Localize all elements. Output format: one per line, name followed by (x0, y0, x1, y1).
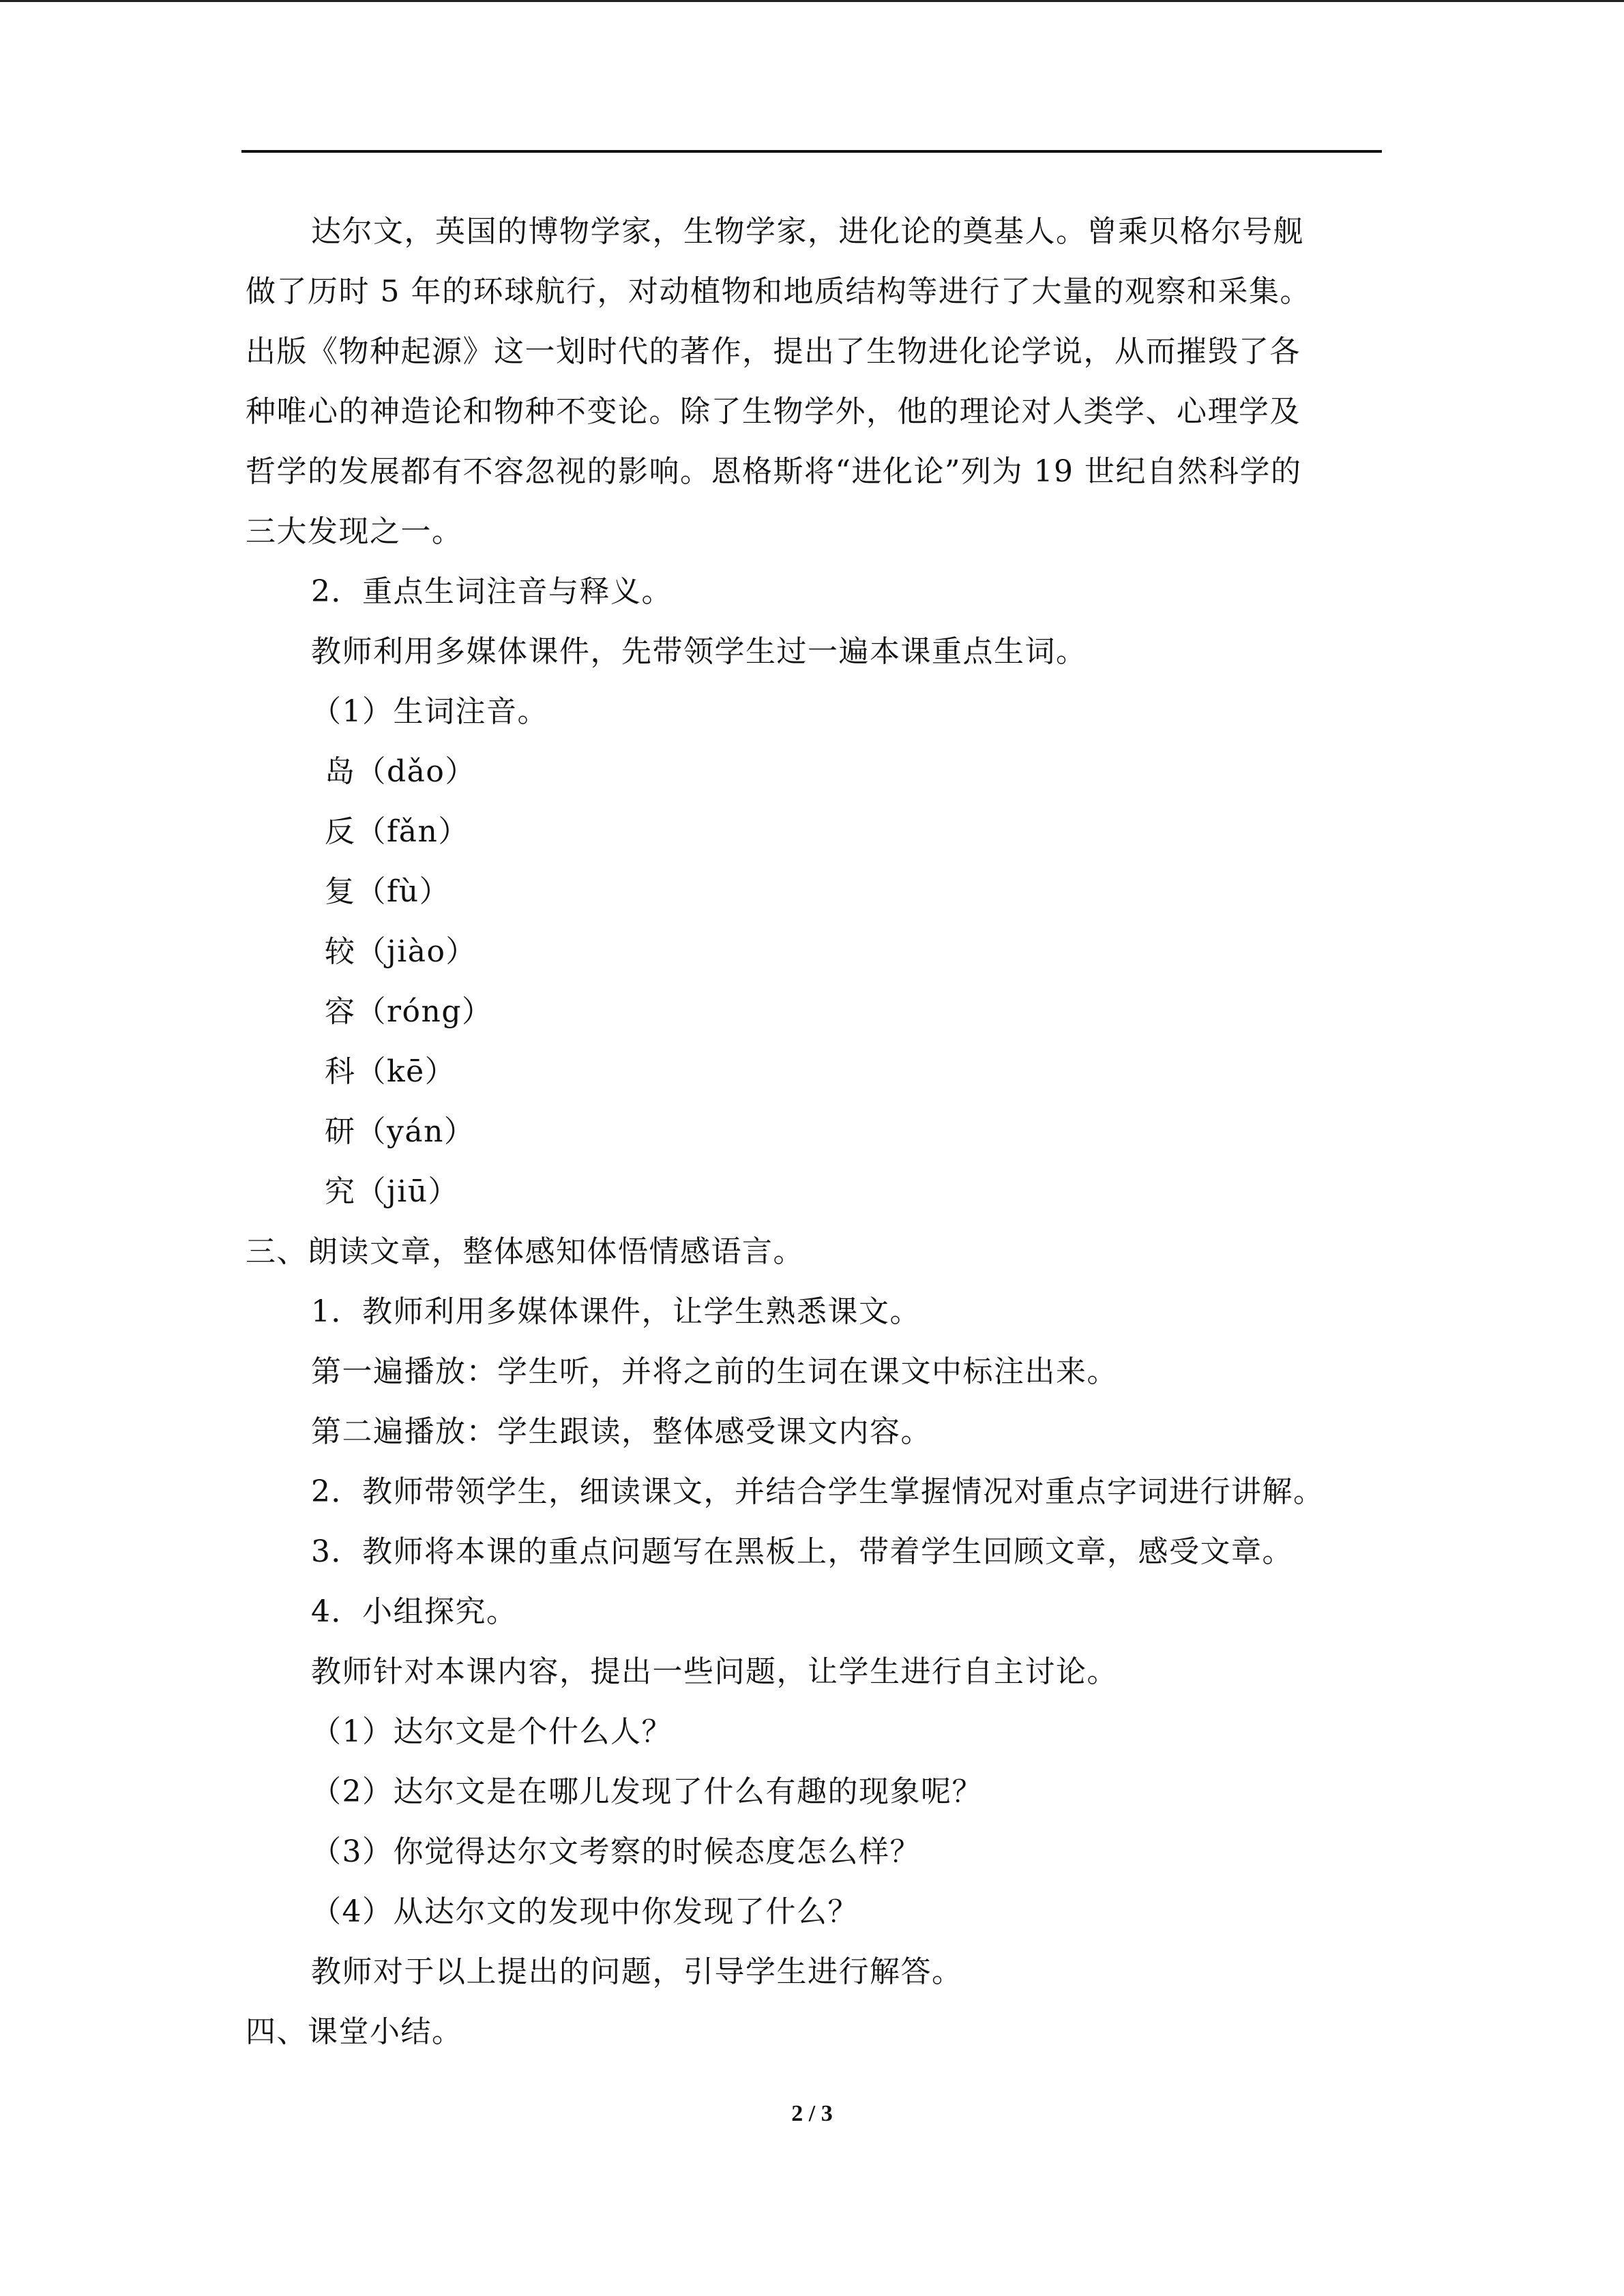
vocab-word: 科（kē） (325, 1054, 456, 1089)
vocab-word: 岛（dǎo） (325, 754, 476, 789)
page-number: 2 / 3 (791, 2101, 833, 2126)
intro-line-6: 三大发现之一。 (246, 514, 463, 549)
section-four-title: 四、课堂小结。 (246, 2014, 463, 2049)
vocab-word: 研（yán） (325, 1114, 475, 1149)
discussion-question: （2）达尔文是在哪儿发现了什么有趣的现象呢？ (311, 1774, 983, 1809)
vocab-heading: 2．重点生词注音与释义。 (311, 574, 673, 609)
section-three-step-1: 1．教师利用多媒体课件，让学生熟悉课文。 (311, 1294, 921, 1329)
discussion-question: （3）你觉得达尔文考察的时候态度怎么样？ (311, 1834, 921, 1869)
second-playback: 第二遍播放：学生跟读，整体感受课文内容。 (311, 1414, 932, 1449)
vocab-word: 容（róng） (325, 994, 493, 1029)
vocab-description: 教师利用多媒体课件，先带领学生过一遍本课重点生词。 (311, 634, 1087, 669)
vocab-word: 复（fù） (325, 874, 451, 909)
header-rule (241, 150, 1382, 153)
discussion-question: （4）从达尔文的发现中你发现了什么？ (311, 1894, 859, 1929)
document-body (246, 202, 1381, 2062)
first-playback: 第一遍播放：学生听，并将之前的生词在课文中标注出来。 (311, 1354, 1118, 1389)
intro-line-1: 达尔文，英国的博物学家，生物学家，进化论的奠基人。曾乘贝格尔号舰 (311, 214, 1304, 249)
section-three-step-3: 3．教师将本课的重点问题写在黑板上，带着学生回顾文章，感受文章。 (311, 1534, 1293, 1569)
discussion-question: （1）达尔文是个什么人？ (311, 1714, 673, 1749)
page-top-border (0, 0, 1624, 2)
vocab-subheading: （1）生词注音。 (311, 694, 548, 729)
vocab-word: 究（jiū） (325, 1174, 460, 1209)
intro-line-2: 做了历时 5 年的环球航行，对动植物和地质结构等进行了大量的观察和采集。 (246, 274, 1311, 309)
vocab-word: 较（jiào） (325, 934, 477, 969)
intro-line-5: 哲学的发展都有不容忽视的影响。恩格斯将“进化论”列为 19 世纪自然科学的 (246, 454, 1302, 489)
section-three-closing: 教师对于以上提出的问题，引导学生进行解答。 (311, 1954, 963, 1989)
intro-line-4: 种唯心的神造论和物种不变论。除了生物学外，他的理论对人类学、心理学及 (246, 394, 1301, 429)
section-three-step-4-description: 教师针对本课内容，提出一些问题，让学生进行自主讨论。 (311, 1654, 1118, 1689)
vocab-word: 反（fǎn） (325, 814, 469, 849)
section-three-title: 三、朗读文章，整体感知体悟情感语言。 (246, 1234, 804, 1269)
section-three-step-2: 2．教师带领学生，细读课文，并结合学生掌握情况对重点字词进行讲解。 (311, 1474, 1325, 1509)
section-three-step-4: 4．小组探究。 (311, 1594, 518, 1629)
intro-line-3: 出版《物种起源》这一划时代的著作，提出了生物进化论学说，从而摧毁了各 (246, 334, 1301, 369)
